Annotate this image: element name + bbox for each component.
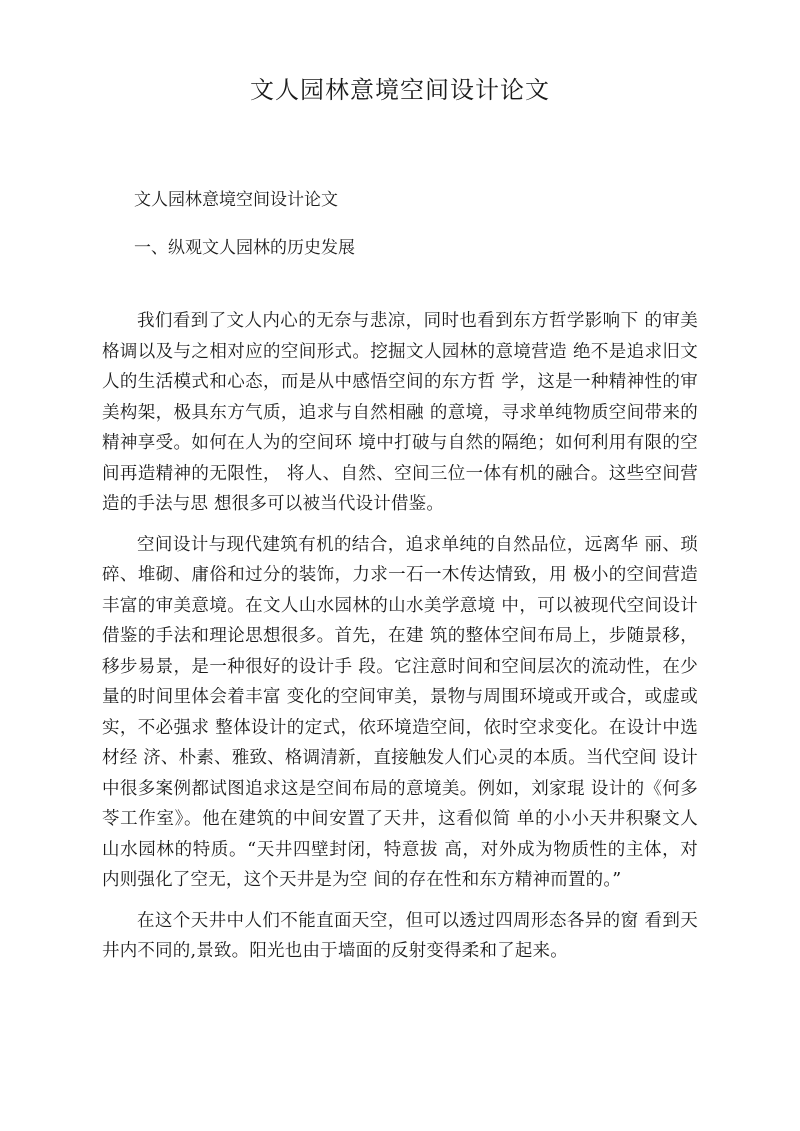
paragraph-3: 在这个天井中人们不能直面天空，但可以透过四周形态各异的窗 看到天井内不同的,景致。阳光也由于墙面的反射变得柔和了起来。	[102, 910, 698, 961]
paragraph-2: 空间设计与现代建筑有机的结合，追求单纯的自然品位，远离华 丽、琐碎、堆砌、庸俗和过分的装饰，力求一石一木传达情致，用 极小的空间营造丰富的审美意境。在文人山水园林的山水美学意境 中，可以被现代空间设计借鉴的手法和理论思想很多。首先，在建 筑的整体空间布局上，步随景移，移步易景，是一种很好的设计手 段。它注意时间和空间层次的流动性，在少量的时间里体会着丰富 变化的空间审美，景物与周围环境或开或合，或虚或实，不必强求 整体设计的定式，依环境造空间，依时空求变化。在设计中选材经 济、朴素、雅致、格调清新，直接触发人们心灵的本质。当代空间 设计中很多案例都试图追求这是空间布局的意境美。例如，刘家琨 设计的《何多苓工作室》。他在建筑的中间安置了天井，这看似简 单的小小天井积聚文人山水园林的特质。“天井四壁封闭，特意拔 高，对外成为物质性的主体，对内则强化了空无，这个天井是为空 间的存在性和东方精神而置的。”	[102, 534, 698, 890]
section-heading: 一、纵观文人园林的历史发展	[134, 238, 355, 258]
body-text	[102, 306, 698, 977]
paragraph-1: 我们看到了文人内心的无奈与悲凉，同时也看到东方哲学影响下 的审美格调以及与之相对应的空间形式。挖掘文人园林的意境营造 绝不是追求旧文人的生活模式和心态，而是从中感悟空间的东方哲 学，这是一种精神性的审美构架，极具东方气质，追求与自然相融 的意境，寻求单纯物质空间带来的精神享受。如何在人为的空间环 境中打破与自然的隔绝；如何利用有限的空间再造精神的无限性， 将人、自然、空间三位一体有机的融合。这些空间营造的手法与思 想很多可以被当代设计借鉴。	[102, 311, 698, 514]
paper-subtitle: 文人园林意境空间设计论文	[134, 190, 338, 210]
document-title: 文人园林意境空间设计论文	[250, 76, 550, 104]
